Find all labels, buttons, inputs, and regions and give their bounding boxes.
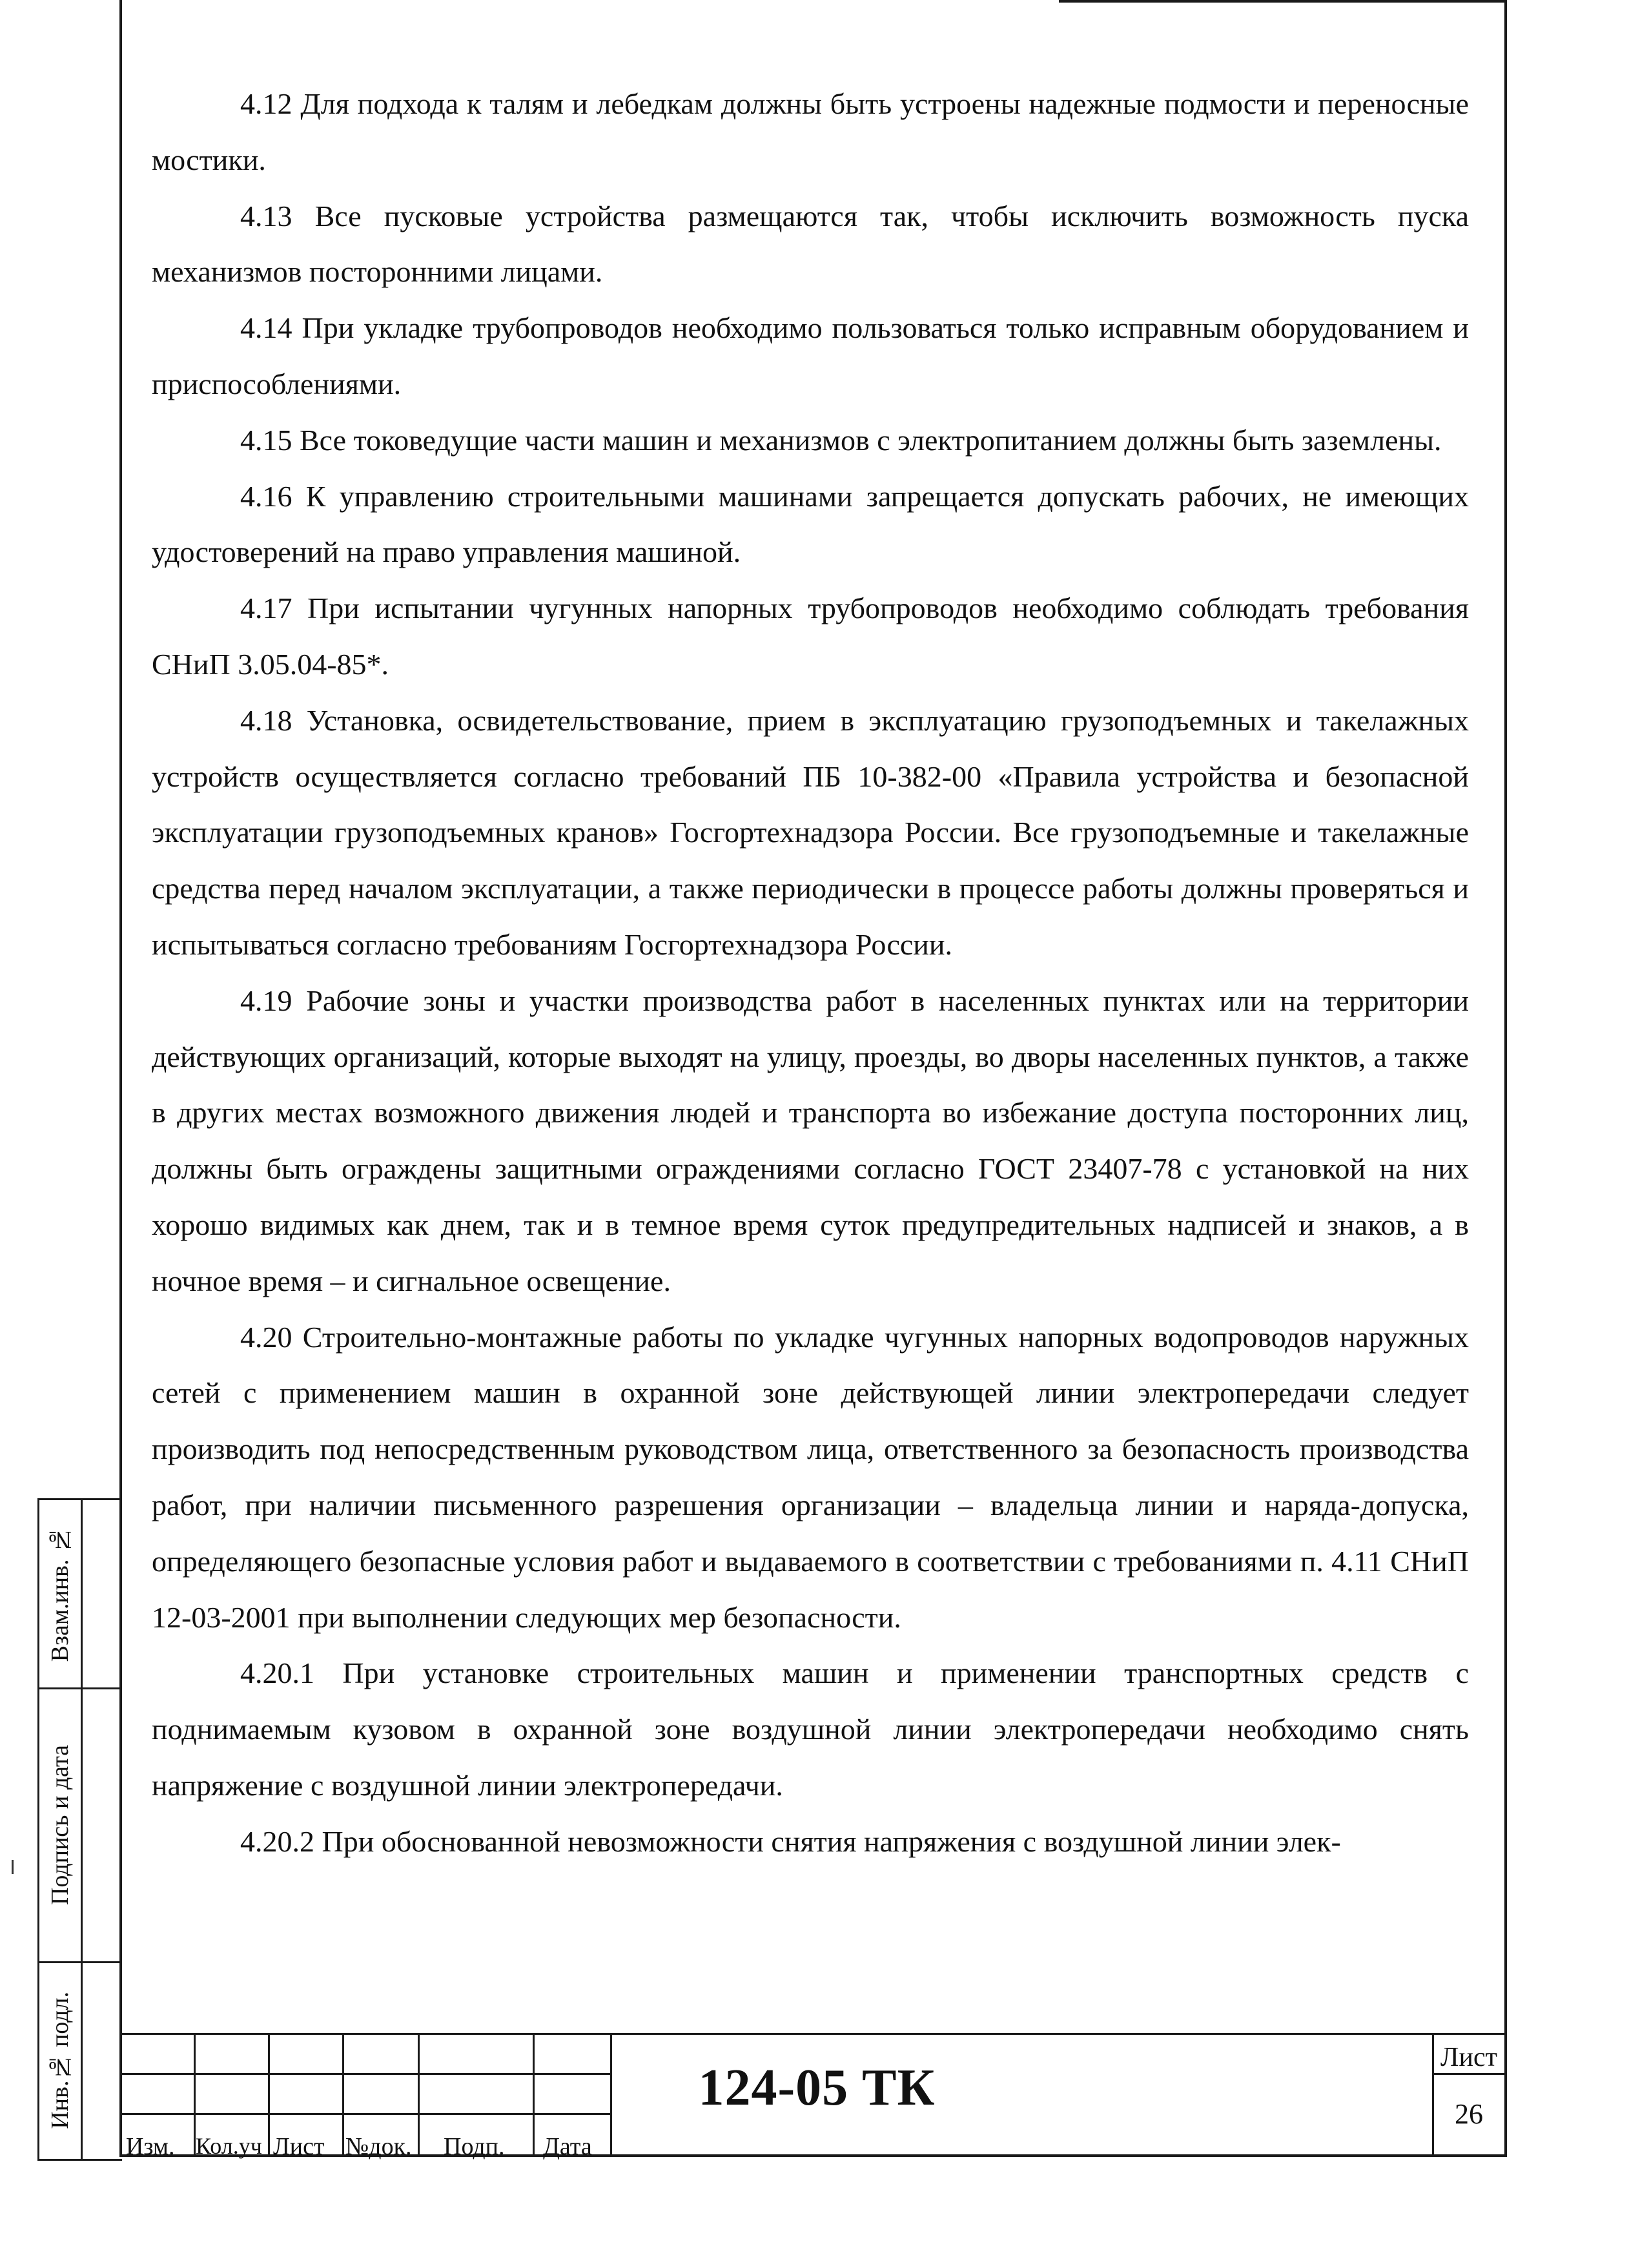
col-izm: Изм. [126, 2133, 175, 2160]
col-ndok: №док. [345, 2133, 412, 2160]
side-stamp-divider [81, 1500, 83, 2159]
document-body [152, 76, 1469, 1870]
frame-right-border [1504, 0, 1507, 2157]
paragraph-4-20: 4.20 Строительно-монтажные работы по укладке чугунных напорных водопроводов наружных сетей с применением машин в охранной зоне действующей линии электропередачи следует производить под непосредственным руководством лица, ответственного за безопасность производства работ, при наличии письменного разрешения организации – владельца линии и наряда-допуска, определяющего безопасные условия работ и выдаваемого в соответствии с требованиями п. 4.11 СНиП 12-03-2001 при выполнении следующих мер безопасности. [152, 1320, 1469, 1634]
paragraph-4-13: 4.13 Все пусковые устройства размещаются так, чтобы исключить возможность пуска механизмов посторонними лицами. [152, 199, 1469, 289]
col-divider [268, 2033, 270, 2157]
podpis-data-cell [39, 1689, 81, 1961]
vzam-inv-cell [39, 1500, 81, 1687]
paragraph-4-16: 4.16 К управлению строительными машинами запрещается допускать рабочих, не имеющих удостоверений на право управления машиной. [152, 479, 1469, 569]
inv-podl-label: Инв.№ подл. [46, 1991, 74, 2129]
side-stamp [37, 1498, 122, 2161]
paragraph-4-20-1: 4.20.1 При установке строительных машин и применении транспортных средств с поднимаемым кузовом в охранной зоне воздушной линии электропередачи необходимо снять напряжение с воздушной линии электропередачи. [152, 1656, 1469, 1802]
col-data: Дата [543, 2133, 592, 2160]
sheet-cell-divider [1432, 2073, 1507, 2075]
inv-podl-cell [39, 1963, 81, 2157]
scan-mark [12, 1860, 14, 1874]
paragraph-4-17: 4.17 При испытании чугунных напорных трубопроводов необходимо соблюдать требования СНиП 3.05.04-85*. [152, 592, 1469, 681]
podpis-data-label: Подпись и дата [46, 1745, 74, 1906]
paragraph-4-12: 4.12 Для подхода к талям и лебедкам должны быть устроены надежные подмости и переносные мостики. [152, 87, 1469, 176]
col-podp: Подп. [444, 2133, 505, 2160]
paragraph-4-19: 4.19 Рабочие зоны и участки производства работ в населенных пунктах или на территории действующих организаций, которые выходят на улицу, проезды, во дворы населенных пунктов, а также в других местах возможного движения людей и транспорта во избежание доступа посторонних лиц, должны быть ограждены защитными ограждениями согласно ГОСТ 23407-78 с установкой на них хорошо видимых как днем, так и в темное время суток предупредительных надписей и знаков, а в ночное время – и сигнальное освещение. [152, 984, 1469, 1297]
document-code: 124-05 ТК [698, 2059, 936, 2116]
paragraph-4-18: 4.18 Установка, освидетельствование, прием в эксплуатацию грузоподъемных и такелажных устройств осуществляется согласно требований ПБ 10-382-00 «Правила устройства и безопасной эксплуатации грузоподъемных кранов» Госгортехнадзора России. Все грузоподъемные и такелажные средства перед началом эксплуатации, а также периодически в процессе работы должны проверяться и испытываться согласно требованиям Госгортехнадзора России. [152, 703, 1469, 961]
col-kol-uch: Кол.уч [196, 2133, 262, 2159]
paragraph-4-20-2: 4.20.2 При обоснованной невозможности снятия напряжения с воздушной линии элек- [240, 1824, 1341, 1858]
frame-top-border [1059, 0, 1507, 3]
col-list: Лист [273, 2133, 325, 2160]
vzam-inv-label: Взам.инв. № [46, 1525, 74, 1662]
paragraph-4-14: 4.14 При укладке трубопроводов необходимо пользоваться только исправным оборудованием и приспособлениями. [152, 311, 1469, 400]
col-divider [342, 2033, 344, 2157]
sheet-number: 26 [1455, 2098, 1483, 2130]
title-block-top-line [119, 2033, 1507, 2035]
paragraph-4-15: 4.15 Все токоведущие части машин и механизмов с электропитанием должны быть заземлены. [240, 423, 1442, 457]
col-divider [533, 2033, 535, 2157]
title-block [119, 2033, 1507, 2160]
col-divider [418, 2033, 420, 2157]
sheet-label: Лист [1440, 2043, 1497, 2072]
